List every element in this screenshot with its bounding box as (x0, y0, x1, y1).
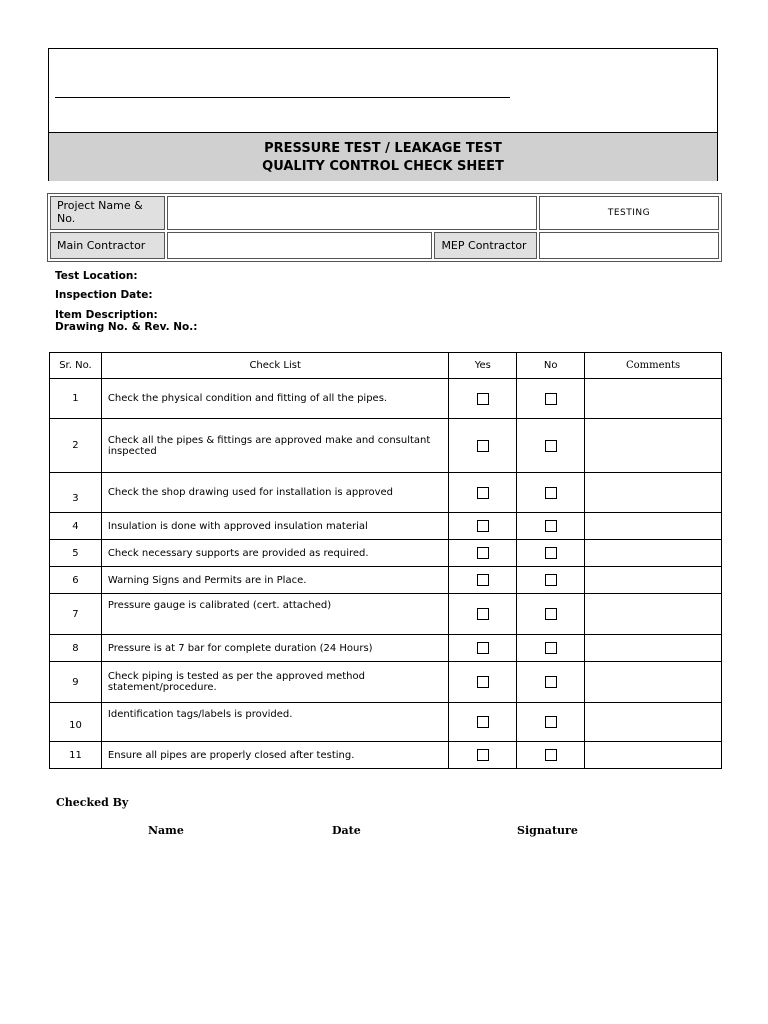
inspection-date-label: Inspection Date: (55, 289, 153, 301)
yes-header: Yes (449, 353, 517, 379)
row-check-item: Check necessary supports are provided as required. (101, 540, 448, 567)
yes-checkbox[interactable] (477, 716, 489, 728)
row-check-item: Ensure all pipes are properly closed after testing. (101, 742, 448, 769)
comments-cell[interactable] (585, 513, 722, 540)
row-sr-no: 9 (50, 662, 102, 703)
signature-label: Signature (517, 824, 578, 837)
project-info-table (47, 193, 722, 262)
row-sr-no: 4 (50, 513, 102, 540)
table-row (50, 594, 722, 635)
name-label: Name (148, 824, 184, 837)
comments-cell[interactable] (585, 379, 722, 419)
title-band (49, 132, 717, 181)
row-check-item: Check the physical condition and fitting of all the pipes. (101, 379, 448, 419)
table-row (50, 567, 722, 594)
test-location-label: Test Location: (55, 270, 138, 282)
row-sr-no: 2 (50, 419, 102, 473)
checklist-table (49, 352, 722, 769)
no-checkbox[interactable] (545, 487, 557, 499)
table-row (50, 513, 722, 540)
table-row (50, 419, 722, 473)
item-description-label: Item Description: (55, 309, 158, 321)
comments-cell[interactable] (585, 540, 722, 567)
row-check-item: Check piping is tested as per the approved method statement/procedure. (101, 662, 448, 703)
table-row (50, 473, 722, 513)
row-sr-no: 3 (50, 473, 102, 513)
row-sr-no: 10 (50, 703, 102, 742)
main-contractor-label: Main Contractor (50, 232, 165, 259)
no-checkbox[interactable] (545, 716, 557, 728)
table-row (50, 635, 722, 662)
no-checkbox[interactable] (545, 393, 557, 405)
comments-cell[interactable] (585, 567, 722, 594)
row-check-item: Pressure gauge is calibrated (cert. attached) (101, 594, 448, 635)
checklist-header-row (50, 353, 722, 379)
project-name-label: Project Name & No. (50, 196, 165, 230)
yes-checkbox[interactable] (477, 393, 489, 405)
yes-checkbox[interactable] (477, 608, 489, 620)
mep-contractor-label: MEP Contractor (434, 232, 537, 259)
yes-checkbox[interactable] (477, 487, 489, 499)
table-row (50, 540, 722, 567)
sr-no-header: Sr. No. (50, 353, 102, 379)
row-check-item: Warning Signs and Permits are in Place. (101, 567, 448, 594)
comments-cell[interactable] (585, 703, 722, 742)
comments-header: Comments (585, 353, 722, 379)
drawing-no-label: Drawing No. & Rev. No.: (55, 321, 198, 333)
main-contractor-field[interactable] (167, 232, 432, 259)
no-header: No (517, 353, 585, 379)
comments-cell[interactable] (585, 635, 722, 662)
row-sr-no: 6 (50, 567, 102, 594)
comments-cell[interactable] (585, 662, 722, 703)
comments-cell[interactable] (585, 473, 722, 513)
company-name-line (55, 97, 510, 98)
no-checkbox[interactable] (545, 642, 557, 654)
row-check-item: Check all the pipes & fittings are approved make and consultant inspected (101, 419, 448, 473)
no-checkbox[interactable] (545, 547, 557, 559)
no-checkbox[interactable] (545, 520, 557, 532)
date-label: Date (332, 824, 361, 837)
comments-cell[interactable] (585, 419, 722, 473)
no-checkbox[interactable] (545, 440, 557, 452)
row-check-item: Identification tags/labels is provided. (101, 703, 448, 742)
table-row (50, 379, 722, 419)
table-row (50, 662, 722, 703)
no-checkbox[interactable] (545, 749, 557, 761)
header-box (48, 48, 718, 181)
no-checkbox[interactable] (545, 676, 557, 688)
row-check-item: Insulation is done with approved insulation material (101, 513, 448, 540)
row-check-item: Pressure is at 7 bar for complete duration (24 Hours) (101, 635, 448, 662)
row-sr-no: 11 (50, 742, 102, 769)
row-sr-no: 8 (50, 635, 102, 662)
checked-by-label: Checked By (56, 796, 129, 809)
comments-cell[interactable] (585, 742, 722, 769)
yes-checkbox[interactable] (477, 749, 489, 761)
yes-checkbox[interactable] (477, 547, 489, 559)
mep-contractor-field[interactable] (539, 232, 719, 259)
yes-checkbox[interactable] (477, 520, 489, 532)
yes-checkbox[interactable] (477, 440, 489, 452)
yes-checkbox[interactable] (477, 574, 489, 586)
no-checkbox[interactable] (545, 574, 557, 586)
title-line-1: PRESSURE TEST / LEAKAGE TEST (264, 141, 502, 156)
project-name-field[interactable] (167, 196, 537, 230)
no-checkbox[interactable] (545, 608, 557, 620)
row-sr-no: 1 (50, 379, 102, 419)
row-sr-no: 5 (50, 540, 102, 567)
yes-checkbox[interactable] (477, 676, 489, 688)
table-row (50, 703, 722, 742)
title-line-2: QUALITY CONTROL CHECK SHEET (262, 159, 504, 174)
yes-checkbox[interactable] (477, 642, 489, 654)
testing-label: TESTING (539, 196, 719, 230)
row-sr-no: 7 (50, 594, 102, 635)
row-check-item: Check the shop drawing used for installation is approved (101, 473, 448, 513)
table-row (50, 742, 722, 769)
comments-cell[interactable] (585, 594, 722, 635)
check-list-header: Check List (101, 353, 448, 379)
